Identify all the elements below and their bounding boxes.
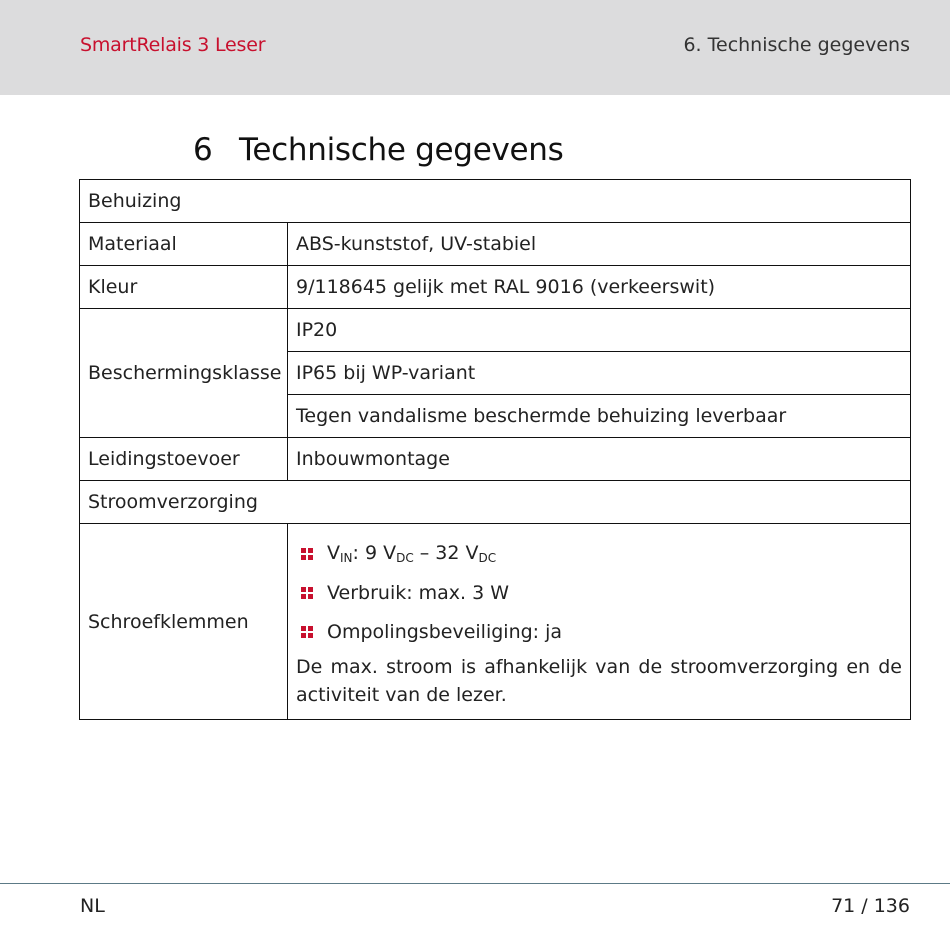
square-bullet-icon xyxy=(301,587,313,599)
housing-header: Behuizing xyxy=(80,180,911,223)
terminals-label: Schroefklemmen xyxy=(80,524,288,720)
square-bullet-icon xyxy=(301,626,313,638)
protection-value: IP65 bij WP-variant xyxy=(288,352,911,395)
section-title: 6. Technische gegevens xyxy=(683,34,910,56)
page-title xyxy=(193,132,563,168)
list-item xyxy=(296,612,902,651)
consumption-spec: Verbruik: max. 3 W xyxy=(327,581,510,604)
protection-value: Tegen vandalisme beschermde behuizing leverbaar xyxy=(288,395,911,438)
list-item xyxy=(296,534,902,573)
material-value: ABS-kunststof, UV-stabiel xyxy=(288,223,911,266)
terminals-details xyxy=(288,524,911,720)
table-row xyxy=(80,223,911,266)
color-label: Kleur xyxy=(80,266,288,309)
table-row xyxy=(80,438,911,481)
table-row xyxy=(80,309,911,352)
chapter-title: Technische gegevens xyxy=(239,132,564,168)
list-item xyxy=(296,573,902,612)
cable-label: Leidingstoevoer xyxy=(80,438,288,481)
chapter-number: 6 xyxy=(193,132,213,168)
voltage-spec: $V_{IN}$: 9 $V_{DC} - 32$ $V_{DC}$ xyxy=(327,542,497,565)
current-note: De max. stroom is afhankelijk van de stroomverzorging en de activiteit van de lezer. xyxy=(296,656,902,706)
polarity-spec: Ompolingsbeveiliging: ja xyxy=(327,620,563,643)
page-number: 71 / 136 xyxy=(831,895,910,917)
page-header xyxy=(0,0,950,95)
table-row xyxy=(80,266,911,309)
power-header: Stroomverzorging xyxy=(80,481,911,524)
protection-label: Beschermingsklasse xyxy=(80,309,288,438)
material-label: Materiaal xyxy=(80,223,288,266)
square-bullet-icon xyxy=(301,548,313,560)
table-row xyxy=(80,180,911,223)
language-code: NL xyxy=(80,895,105,917)
product-name: SmartRelais 3 Leser xyxy=(80,34,266,56)
color-value: 9/118645 gelijk met RAL 9016 (verkeerswit) xyxy=(288,266,911,309)
table-row xyxy=(80,481,911,524)
footer-divider xyxy=(0,883,950,884)
cable-value: Inbouwmontage xyxy=(288,438,911,481)
table-row xyxy=(80,524,911,720)
protection-value: IP20 xyxy=(288,309,911,352)
spec-table xyxy=(79,179,911,720)
